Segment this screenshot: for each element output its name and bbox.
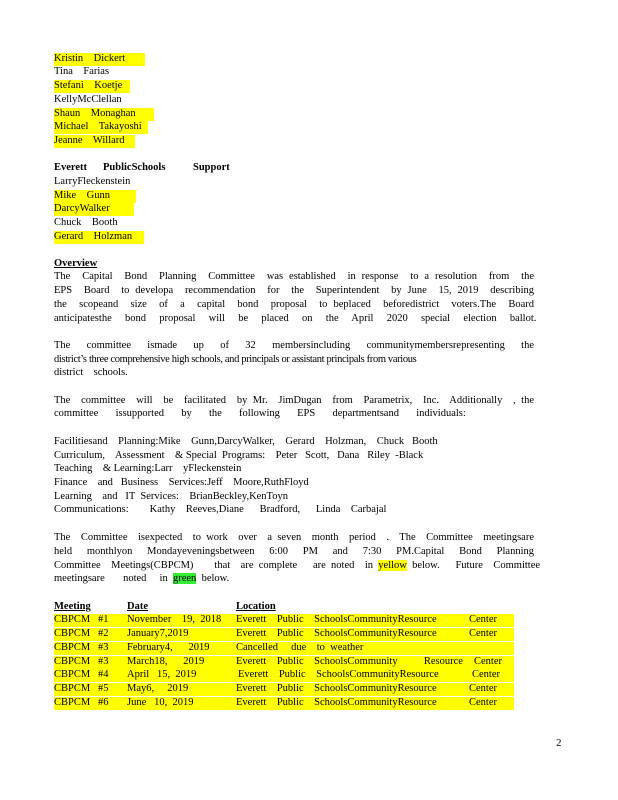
header-meeting: Meeting	[54, 601, 91, 612]
support-name: DarcyWalker	[54, 203, 134, 216]
table-header-row	[54, 601, 514, 614]
member-name: Michael Takayoshi	[54, 121, 148, 134]
meeting-num: #5	[98, 683, 109, 694]
paragraph-line	[54, 573, 229, 586]
support-name: LarryFleckenstein	[54, 176, 131, 187]
text-segment: meetingsare noted in	[54, 573, 173, 584]
table-row	[54, 614, 514, 627]
member-name: Stefani Koetje	[54, 80, 130, 93]
meeting-num: #2	[98, 628, 109, 639]
text-segment: Committee Meetings(CBPCM) that are complete are noted in	[54, 560, 379, 571]
department-line: Facilitiesand Planning:Mike Gunn,DarcyWalker, Gerard Holzman, Chuck Booth	[54, 436, 438, 447]
meeting-num: #3	[98, 656, 109, 667]
meeting-id: CBPCM	[54, 669, 91, 680]
meeting-id: CBPCM	[54, 697, 91, 708]
table-row	[54, 656, 514, 669]
paragraph-line: committee issupported by the following EPS departmentsand individuals:	[54, 408, 466, 419]
meeting-id: CBPCM	[54, 614, 91, 625]
meeting-center: Center	[474, 656, 502, 667]
meeting-date: June 10, 2019	[127, 697, 194, 708]
paragraph-line: district’s three comprehensive high schools, and principals or assistant principals from various	[54, 354, 417, 365]
member-name: Kristin Dickert	[54, 53, 145, 66]
support-name: Gerard Holzman	[54, 231, 144, 244]
meeting-location: Everett Public SchoolsCommunityResource	[236, 697, 437, 708]
text-segment: below. Future Committee	[406, 560, 541, 571]
yellow-highlight-word: yellow	[378, 560, 407, 571]
paragraph-line: The committee ismade up of 32 membersincluding communitymembersrepresenting the	[54, 340, 534, 351]
meeting-location: Everett Public SchoolsCommunityResource	[236, 614, 437, 625]
support-name: Chuck Booth	[54, 217, 118, 228]
paragraph-line: The Capital Bond Planning Committee was established in response to a resolution from the	[54, 271, 534, 282]
meeting-date: November 19, 2018	[127, 614, 222, 625]
table-row	[54, 669, 514, 682]
meeting-center: Center	[472, 669, 500, 680]
member-name: Tina Farias	[54, 66, 110, 77]
meeting-date: February4, 2019	[127, 642, 210, 653]
meeting-num: #6	[98, 697, 109, 708]
meeting-location: Everett Public SchoolsCommunity Resource	[236, 656, 463, 667]
meeting-id: CBPCM	[54, 642, 91, 653]
paragraph-line: held monthlyon Mondayeveningsbetween 6:00 PM and 7:30 PM.Capital Bond Planning	[54, 546, 534, 557]
page-number: 2	[556, 737, 562, 749]
meeting-location: Everett Public SchoolsCommunityResource	[236, 628, 437, 639]
support-name: Mike Gunn	[54, 190, 136, 203]
meeting-center: Center	[469, 697, 497, 708]
table-row	[54, 628, 514, 641]
paragraph-line: the scopeand size of a capital bond proposal to beplaced beforedistrict voters.The Board	[54, 299, 534, 310]
meeting-date: January7,2019	[127, 628, 189, 639]
paragraph-line: anticipatesthe bond proposal will be placed on the April 2020 special election ballot.	[54, 313, 537, 324]
overview-heading: Overview	[54, 258, 98, 269]
meeting-location: Everett Public SchoolsCommunityResource	[238, 669, 439, 680]
department-line: Curriculum, Assessment & Special Programs: Peter Scott, Dana Riley -Black	[54, 450, 424, 461]
support-heading-b: PublicSchools	[103, 162, 166, 173]
table-row	[54, 642, 514, 655]
meeting-center: Center	[469, 683, 497, 694]
table-row	[54, 683, 514, 696]
paragraph-line: The Committee isexpected to work over a seven month period . The Committee meetingsare	[54, 532, 534, 543]
paragraph-line	[54, 560, 540, 573]
header-date: Date	[127, 601, 148, 612]
department-line: Learning and IT Services: BrianBeckley,KenToyn	[54, 491, 288, 502]
department-line: Finance and Business Services:Jeff Moore,RuthFloyd	[54, 477, 309, 488]
paragraph-line: district schools.	[54, 367, 128, 378]
meeting-location: Cancelled due to weather	[236, 642, 364, 653]
member-name: KellyMcClellan	[54, 94, 122, 105]
meeting-num: #1	[98, 614, 109, 625]
meeting-location: Everett Public SchoolsCommunityResource	[236, 683, 437, 694]
meeting-date: May6, 2019	[127, 683, 189, 694]
paragraph-line: EPS Board to developa recommendation for the Superintendent by June 15, 2019 describing	[54, 285, 534, 296]
meeting-num: #4	[98, 669, 109, 680]
meeting-center: Center	[469, 614, 497, 625]
meeting-id: CBPCM	[54, 683, 91, 694]
member-name: Shaun Monaghan	[54, 108, 154, 121]
green-highlight-word: green	[172, 573, 197, 584]
meeting-date: March18, 2019	[127, 656, 205, 667]
header-location: Location	[236, 601, 276, 612]
meeting-id: CBPCM	[54, 656, 91, 667]
text-segment: below.	[196, 573, 230, 584]
meeting-center: Center	[469, 628, 497, 639]
member-name: Jeanne Willard	[54, 135, 135, 148]
support-heading-c: Support	[193, 162, 230, 173]
support-heading-a: Everett	[54, 162, 88, 173]
paragraph-line: The committee will be facilitated by Mr. JimDugan from Parametrix, Inc. Additionally , the	[54, 395, 534, 406]
table-row	[54, 697, 514, 710]
meeting-id: CBPCM	[54, 628, 91, 639]
department-line: Communications: Kathy Reeves,Diane Bradford, Linda Carbajal	[54, 504, 387, 515]
meeting-num: #3	[98, 642, 109, 653]
meeting-date: April 15, 2019	[127, 669, 197, 680]
department-line: Teaching & Learning:Larr yFleckenstein	[54, 463, 242, 474]
